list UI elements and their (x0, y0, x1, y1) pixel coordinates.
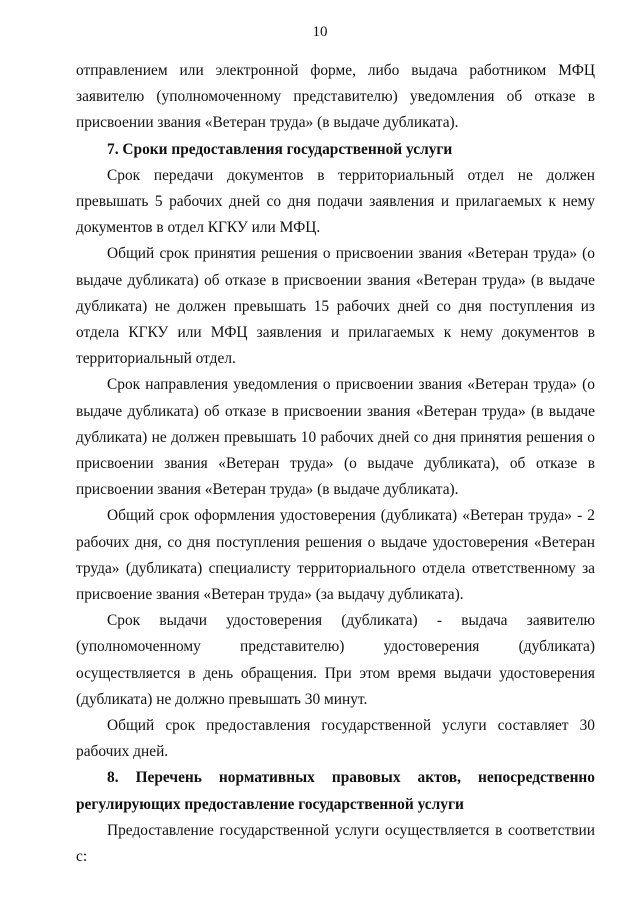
paragraph-decision-term: Общий срок принятия решения о присвоении звания «Ветеран труда» (о выдаче дубликата) об отказе в присвоении звания «Ветеран труда» (в выдаче дубликата) не должен превышать 15 рабочих дней со дня поступления из отдела КГКУ или МФЦ заявления и прилагаемых к нему документов в территориальный отдел. (76, 245, 595, 368)
paragraph-certificate-issue-term: Срок выдачи удостоверения (дубликата) - выдача заявителю (уполномоченному представителю) удостоверения (дубликата) осуществляется в день обращения. При этом время выдачи удостоверения (дубликата) не должно превышать 30 минут. (76, 612, 595, 708)
paragraph-legal-basis: Предоставление государственной услуги осуществляется в соответствии с: (76, 821, 595, 866)
paragraph-document-transfer-term: Срок передачи документов в территориальный отдел не должен превышать 5 рабочих дней со дня подачи заявления и прилагаемых к нему документов в отдел КГКУ или МФЦ. (76, 166, 595, 237)
document-body (76, 58, 595, 870)
paragraph-certificate-preparation-term: Общий срок оформления удостоверения (дубликата) «Ветеран труда» - 2 рабочих дня, со дня поступления решения о выдаче удостоверения «Ветеран труда» (дубликата) специалисту территориального отдела ответственному за присвоение звания «Ветеран труда» (за выдачу дубликата). (76, 507, 595, 604)
paragraph-notification-term: Срок направления уведомления о присвоении звания «Ветеран труда» (о выдаче дубликата) об отказе в присвоении звания «Ветеран труда» (в выдаче дубликата) не должен превышать 10 рабочих дней со дня принятия решения о присвоении звания «Ветеран труда» (о выдаче дубликата), об отказе в присвоении звания «Ветеран труда» (в выдаче дубликата). (76, 376, 595, 499)
paragraph-continuation: отправлением или электронной форме, либо выдача работником МФЦ заявителю (уполномоченному представителю) уведомления об отказе в присвоении звания «Ветеран труда» (в выдаче дубликата). (76, 62, 595, 132)
paragraph-total-term: Общий срок предоставления государственной услуги составляет 30 рабочих дней. (76, 717, 595, 761)
section-8-heading: 8. Перечень нормативных правовых актов, непосредственно регулирующих предоставление государственной услуги (76, 769, 595, 813)
section-7-heading: 7. Сроки предоставления государственной услуги (107, 140, 453, 158)
page-number: 10 (312, 24, 328, 40)
